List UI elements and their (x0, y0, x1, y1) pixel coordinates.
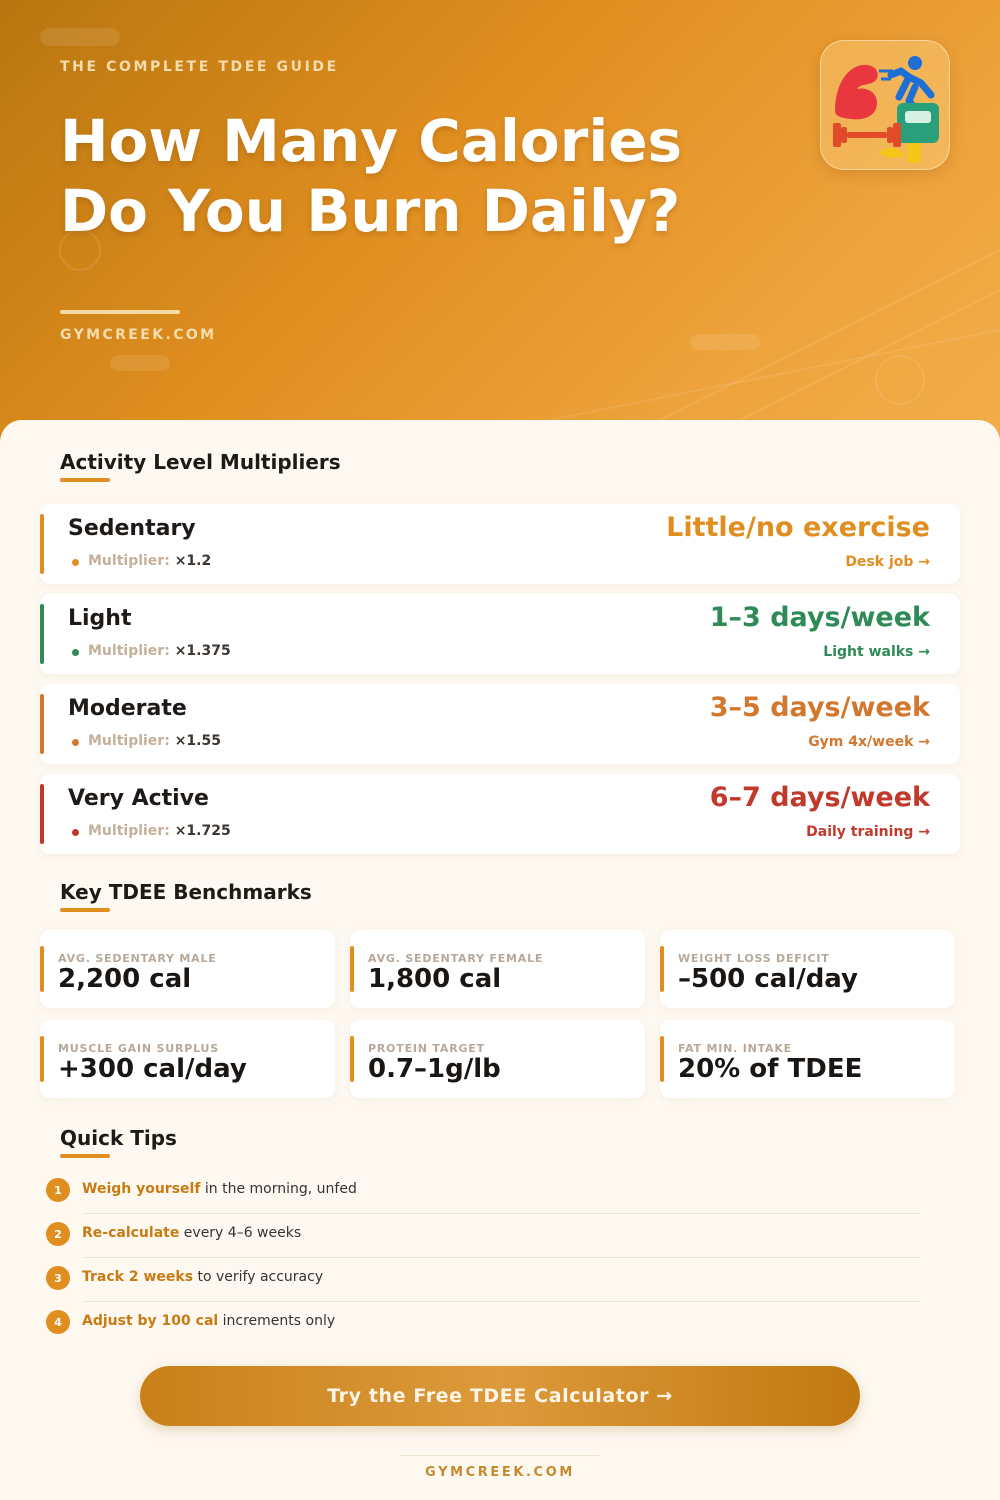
benchmark-label: AVG. SEDENTARY MALE (58, 952, 217, 965)
benchmarks-section-underline (60, 908, 110, 912)
activity-dot-icon (72, 739, 79, 746)
multiplier-value: ×1.725 (174, 823, 231, 839)
tips-section-title: Quick Tips (60, 1126, 177, 1150)
multiplier-label: Multiplier: (88, 643, 170, 659)
benchmark-value: +300 cal/day (58, 1054, 247, 1084)
activity-card (40, 684, 960, 764)
tip-number-badge: 2 (46, 1222, 70, 1246)
tips-section-underline (60, 1154, 110, 1158)
tdee-calculator-button[interactable]: Try the Free TDEE Calculator → (140, 1366, 860, 1426)
benchmark-value: –500 cal/day (678, 964, 858, 994)
benchmark-card (40, 1020, 335, 1098)
benchmark-label: FAT MIN. INTAKE (678, 1042, 792, 1055)
benchmark-card (350, 1020, 645, 1098)
tip-separator (82, 1213, 920, 1214)
tip-separator (82, 1301, 920, 1302)
activity-section-title: Activity Level Multipliers (60, 450, 341, 474)
benchmark-accent-bar (350, 946, 354, 992)
benchmark-accent-bar (40, 946, 44, 992)
benchmark-label: MUSCLE GAIN SURPLUS (58, 1042, 219, 1055)
activity-example-link[interactable]: Desk job → (845, 554, 930, 570)
benchmark-accent-bar (40, 1036, 44, 1082)
benchmark-value: 2,200 cal (58, 964, 192, 994)
tip-text (82, 1181, 357, 1197)
footer-site-name: GYMCREEK.COM (425, 1465, 575, 1480)
hero-divider (60, 310, 180, 314)
tip-rest: every 4–6 weeks (179, 1225, 302, 1241)
page-title (60, 106, 760, 246)
multiplier-value: ×1.2 (174, 553, 212, 569)
activity-name: Very Active (68, 786, 209, 811)
tip-rest: to verify accuracy (193, 1269, 324, 1285)
fitness-app-icon (820, 40, 950, 170)
activity-accent-bar (40, 784, 44, 844)
tip-highlight: Re-calculate (82, 1225, 180, 1241)
benchmark-value: 1,800 cal (368, 964, 502, 994)
tip-item (46, 1178, 920, 1222)
multiplier-label: Multiplier: (88, 733, 170, 749)
benchmark-value: 20% of TDEE (678, 1054, 863, 1084)
activity-dot-icon (72, 829, 79, 836)
activity-multiplier (88, 553, 211, 569)
tip-highlight: Adjust by 100 cal (82, 1313, 219, 1329)
tip-highlight: Track 2 weeks (82, 1269, 194, 1285)
multiplier-value: ×1.55 (174, 733, 221, 749)
activity-dot-icon (72, 649, 79, 656)
hero-eyebrow: THE COMPLETE TDEE GUIDE (60, 59, 339, 75)
benchmark-label: AVG. SEDENTARY FEMALE (368, 952, 544, 965)
tip-rest: increments only (218, 1313, 336, 1329)
tip-separator (82, 1257, 920, 1258)
tip-item (46, 1310, 920, 1354)
activity-name: Sedentary (68, 516, 196, 541)
benchmarks-section-title: Key TDEE Benchmarks (60, 880, 312, 904)
activity-frequency: 6–7 days/week (709, 782, 930, 813)
hero-banner (0, 0, 1000, 470)
activity-section-underline (60, 478, 110, 482)
activity-example-link[interactable]: Light walks → (823, 644, 930, 660)
tip-text (82, 1225, 301, 1241)
activity-card (40, 594, 960, 674)
tip-item (46, 1266, 920, 1310)
activity-accent-bar (40, 694, 44, 754)
tip-number-badge: 4 (46, 1310, 70, 1334)
tip-text (82, 1269, 323, 1285)
multiplier-value: ×1.375 (174, 643, 231, 659)
benchmark-value: 0.7–1g/lb (368, 1054, 501, 1084)
benchmark-card (660, 1020, 955, 1098)
activity-card (40, 504, 960, 584)
activity-accent-bar (40, 604, 44, 664)
benchmark-card (660, 930, 955, 1008)
activity-frequency: 1–3 days/week (709, 602, 930, 633)
benchmark-accent-bar (660, 946, 664, 992)
benchmark-accent-bar (350, 1036, 354, 1082)
activity-frequency: Little/no exercise (666, 512, 930, 543)
page-title-line-1: How Many Calories (60, 107, 683, 175)
hero-site-name: GYMCREEK.COM (60, 327, 217, 343)
page-title-line-2: Do You Burn Daily? (60, 177, 681, 245)
fitness-illustration-icon (821, 41, 951, 171)
tip-rest: in the morning, unfed (200, 1181, 357, 1197)
activity-dot-icon (72, 559, 79, 566)
footer-divider (400, 1455, 600, 1456)
activity-accent-bar (40, 514, 44, 574)
activity-example-link[interactable]: Daily training → (806, 824, 930, 840)
multiplier-label: Multiplier: (88, 823, 170, 839)
tip-item (46, 1222, 920, 1266)
activity-card (40, 774, 960, 854)
tip-number-badge: 3 (46, 1266, 70, 1290)
benchmark-accent-bar (660, 1036, 664, 1082)
activity-frequency: 3–5 days/week (709, 692, 930, 723)
activity-multiplier (88, 643, 231, 659)
activity-name: Moderate (68, 696, 187, 721)
benchmark-card (350, 930, 645, 1008)
tip-highlight: Weigh yourself (82, 1181, 201, 1197)
multiplier-label: Multiplier: (88, 553, 170, 569)
benchmark-label: WEIGHT LOSS DEFICIT (678, 952, 830, 965)
activity-name: Light (68, 606, 132, 631)
tip-text (82, 1313, 335, 1329)
activity-example-link[interactable]: Gym 4x/week → (808, 734, 930, 750)
benchmark-card (40, 930, 335, 1008)
benchmark-label: PROTEIN TARGET (368, 1042, 485, 1055)
activity-multiplier (88, 823, 231, 839)
activity-multiplier (88, 733, 221, 749)
tip-number-badge: 1 (46, 1178, 70, 1202)
